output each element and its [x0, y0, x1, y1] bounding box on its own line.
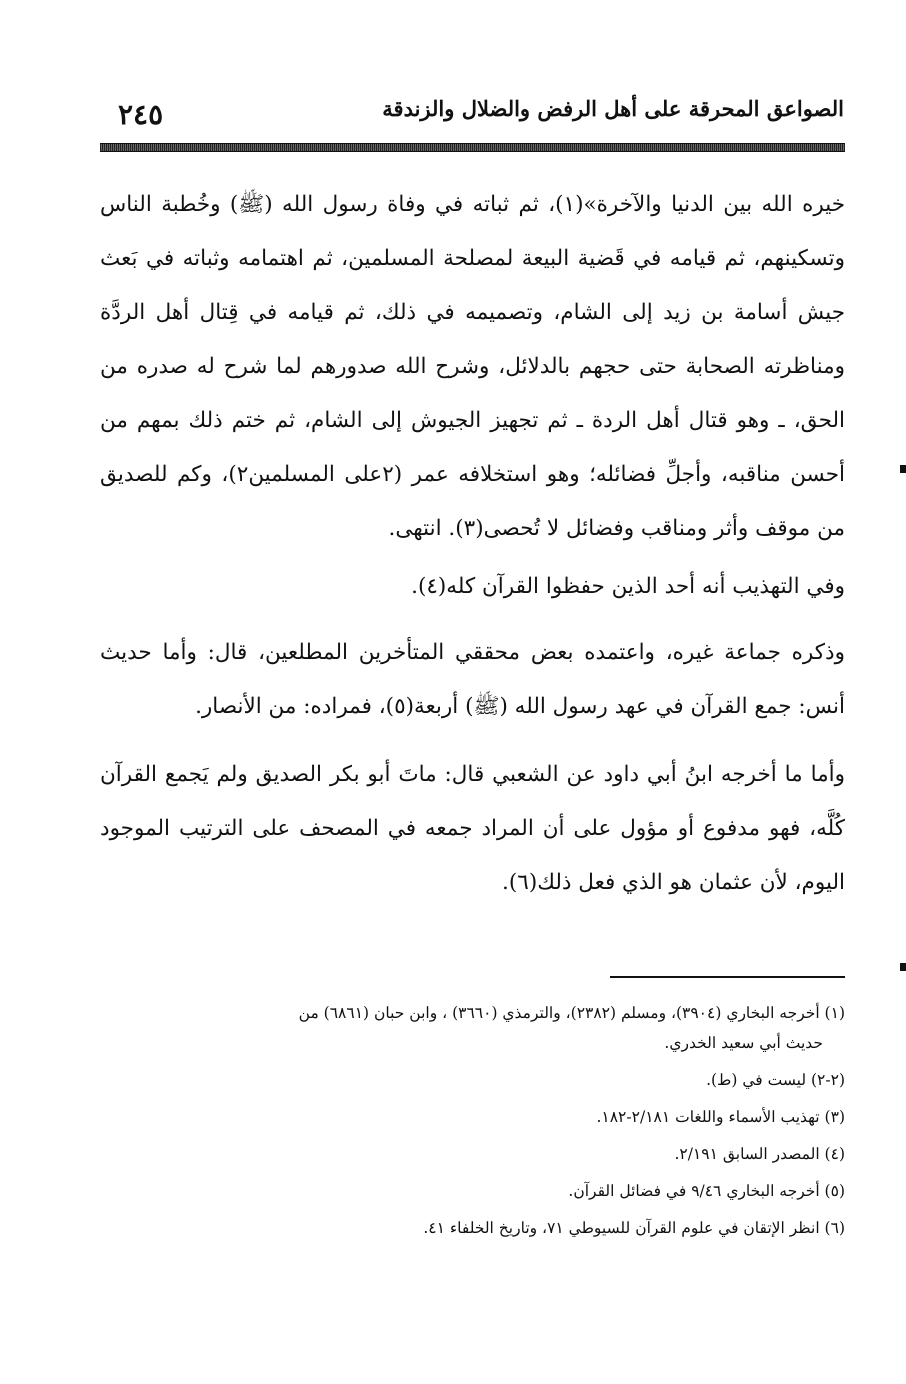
footnotes	[100, 998, 845, 1250]
margin-mark	[900, 963, 906, 971]
margin-mark	[900, 465, 906, 473]
footnote-1-continuation: حديث أبي سعيد الخدري.	[664, 1034, 823, 1052]
paragraph: وأما ما أخرجه ابنُ أبي داود عن الشعبي قال: ماتَ أبو بكر الصديق ولم يَجمع القرآن كُلَّه، فهو مدفوع أو مؤول على أن المراد جمعه في المصحف على الترتيب الموجود اليوم، لأن عثمان هو الذي فعل ذلك(٦).	[100, 762, 845, 895]
header-rule	[100, 143, 845, 152]
footnote-3: (٣) تهذيب الأسماء واللغات ٢/١٨١-١٨٢.	[596, 1108, 845, 1126]
footnote-4: (٤) المصدر السابق ٢/١٩١.	[674, 1145, 845, 1163]
running-title: الصواعق المحرقة على أهل الرفض والضلال والزندقة	[382, 96, 844, 121]
page-number: ٢٤٥	[118, 98, 164, 131]
footnote-2: (٢-٢) ليست في (ط).	[706, 1071, 845, 1089]
footnote-5: (٥) أخرجه البخاري ٩/٤٦ في فضائل القرآن.	[568, 1182, 845, 1200]
footnote-6: (٦) انظر الإتقان في علوم القرآن للسيوطي ٧١، وتاريخ الخلفاء ٤١.	[423, 1219, 845, 1237]
footnote-1-line: (١) أخرجه البخاري (٣٩٠٤)، ومسلم (٢٣٨٢)، والترمذي (٣٦٦٠) ، وابن حبان (٦٨٦١) من	[298, 1004, 845, 1022]
footnote-1	[100, 998, 845, 1058]
paragraph: وذكره جماعة غيره، واعتمده بعض محققي المتأخرين المطلعين، قال: وأما حديث أنس: جمع القرآن في عهد رسول الله (ﷺ) أربعة(٥)، فمراده: من الأنصار.	[100, 640, 845, 719]
main-text	[100, 178, 845, 910]
paragraph: خيره الله بين الدنيا والآخرة»(١)، ثم ثباته في وفاة رسول الله (ﷺ) وخُطبة الناس وتسكينهم، ثم قيامه في قَضية البيعة لمصلحة المسلمين، ثم اهتمامه وثباته في بَعث جيش أسامة بن زيد إلى الشام، وتصميمه في ذلك، ثم قيامه في قِتال أهل الردَّة ومناظرته الصحابة حتى حجهم بالدلائل، وشرح الله صدورهم لما شرح له صدره من الحق، ـ وهو قتال أهل الردة ـ ثم تجهيز الجيوش إلى الشام، ثم ختم ذلك بمهم من أحسن مناقبه، وأجلِّ فضائله؛ وهو استخلافه عمر (٢على المسلمين٢)، وكم للصديق من موقف وأثر ومناقب وفضائل لا تُحصى(٣). انتهى.	[100, 192, 845, 541]
footnote-separator	[610, 976, 845, 978]
paragraph: وفي التهذيب أنه أحد الذين حفظوا القرآن كله(٤).	[411, 574, 845, 599]
